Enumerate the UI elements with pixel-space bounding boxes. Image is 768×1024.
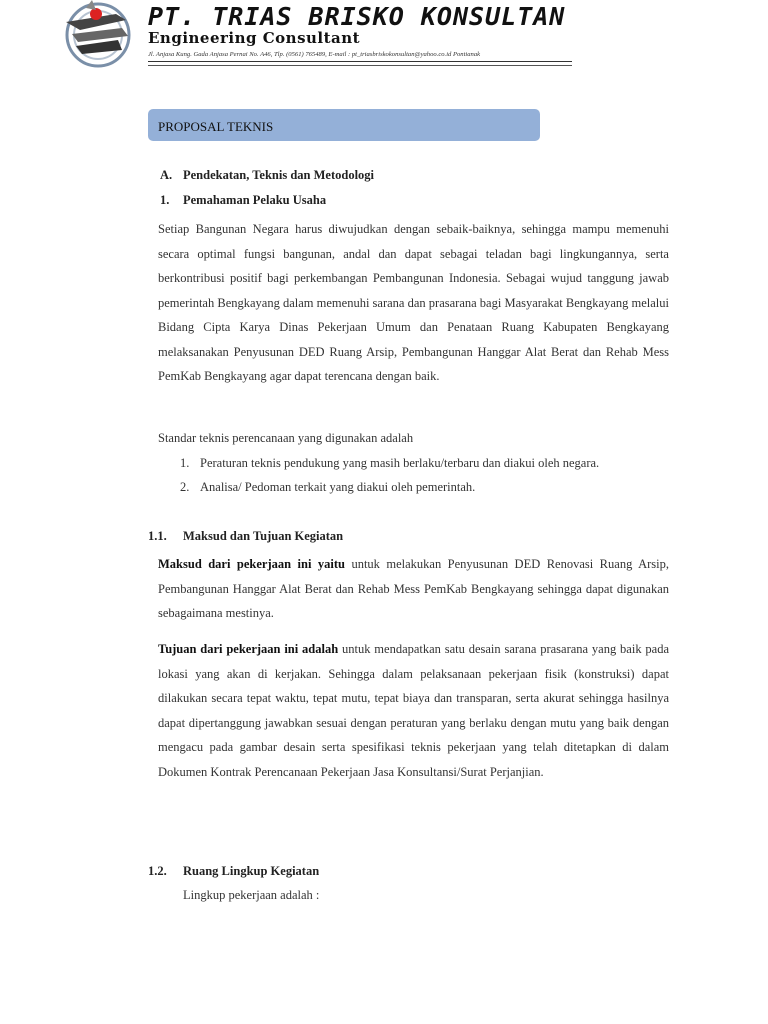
letterhead [56,0,566,70]
tujuan-text: untuk mendapatkan satu desain sarana prasarana yang baik pada lokasi yang akan di kerjakan. Sehingga dalam pelaksanaan pekerjaan fisik (konstruksi) dapat dilakukan secara tepat waktu, tepat mutu, tepat biaya dan transparan, serta akurat sehingga hasilnya dapat dipertanggung jawabkan sesuai dengan peraturan yang berlaku dengan mutu yang baik dengan mengacu pada gambar desain serta spesifikasi teknis pekerjaan yang telah ditetapkan di dalam Dokumen Kontrak Perencanaan Pekerjaan Jasa Konsultansi/Surat Perjanjian. [158,642,669,779]
proposal-title-banner [148,109,540,141]
company-name: PT. TRIAS BRISKO KONSULTAN [148,2,566,31]
maksud-text: untuk melakukan Penyusunan DED Renovasi Ruang Arsip, Pembangunan Hanggar Alat Berat dan Rehab Mess PemKab Bengkayang sehingga dapat digunakan sebagaimana mestinya. [158,557,669,620]
standards-intro: Standar teknis perencanaan yang digunakan adalah [158,431,414,445]
tujuan-paragraph [158,637,669,784]
section-1-2-intro: Lingkup pekerjaan adalah : [183,888,320,902]
section-1-1-number: 1.1. [148,529,167,543]
section-a-number: A. [160,168,173,182]
standards-list [180,456,660,504]
section-1-2-title: Ruang Lingkup Kegiatan [183,864,320,878]
letterhead-divider [148,61,572,62]
list-item [180,456,660,480]
maksud-lead: Maksud dari pekerjaan ini yaitu [158,557,345,571]
section-a-title: Pendekatan, Teknis dan Metodologi [183,168,375,182]
maksud-paragraph [158,552,669,626]
list-item-number: 2. [180,480,190,494]
company-subtitle: Engineering Consultant [148,29,361,47]
tujuan-lead: Tujuan dari pekerjaan ini adalah [158,642,339,656]
list-item-number: 1. [180,456,190,470]
company-address: Jl. Anjasa Kung. Gada Anjasa Pernai No. A46, Tlp. (0561) 765489, E-mail : pt_triasbriskokonsultan@yahoo.co.id Pontianak [148,51,481,58]
letterhead-divider-thin [148,65,572,66]
section-1-2-number: 1.2. [148,864,167,878]
section-1-number: 1. [160,193,170,207]
section-1-paragraph: Setiap Bangunan Negara harus diwujudkan dengan sebaik-baiknya, sehingga mampu memenuhi secara optimal fungsi bangunan, andal dan dapat sebagai teladan bagi lingkungannya, serta berkontribusi positif bagi perkembangan Pembangunan Indonesia. Sebagai wujud tanggung jawab pemerintah Bengkayang dalam memenuhi sarana dan prasarana bagi Masyarakat Bengkayang melalui Bidang Cipta Karya Dinas Pekerjaan Umum dan Penataan Ruang Kabupaten Bengkayang melaksanakan Penyusunan DED Ruang Arsip, Pembangunan Hanggar Alat Berat dan Rehab Mess PemKab Bengkayang agar dapat terencana dengan baik. [158,222,669,383]
company-logo-icon [56,0,140,70]
list-item-text: Peraturan teknis pendukung yang masih berlaku/terbaru dan diakui oleh negara. [200,456,600,470]
section-1-1-title: Maksud dan Tujuan Kegiatan [183,529,344,543]
section-1-title: Pemahaman Pelaku Usaha [183,193,327,207]
list-item-text: Analisa/ Pedoman terkait yang diakui oleh pemerintah. [200,480,476,494]
proposal-title: PROPOSAL TEKNIS [158,119,274,134]
list-item [180,480,660,504]
